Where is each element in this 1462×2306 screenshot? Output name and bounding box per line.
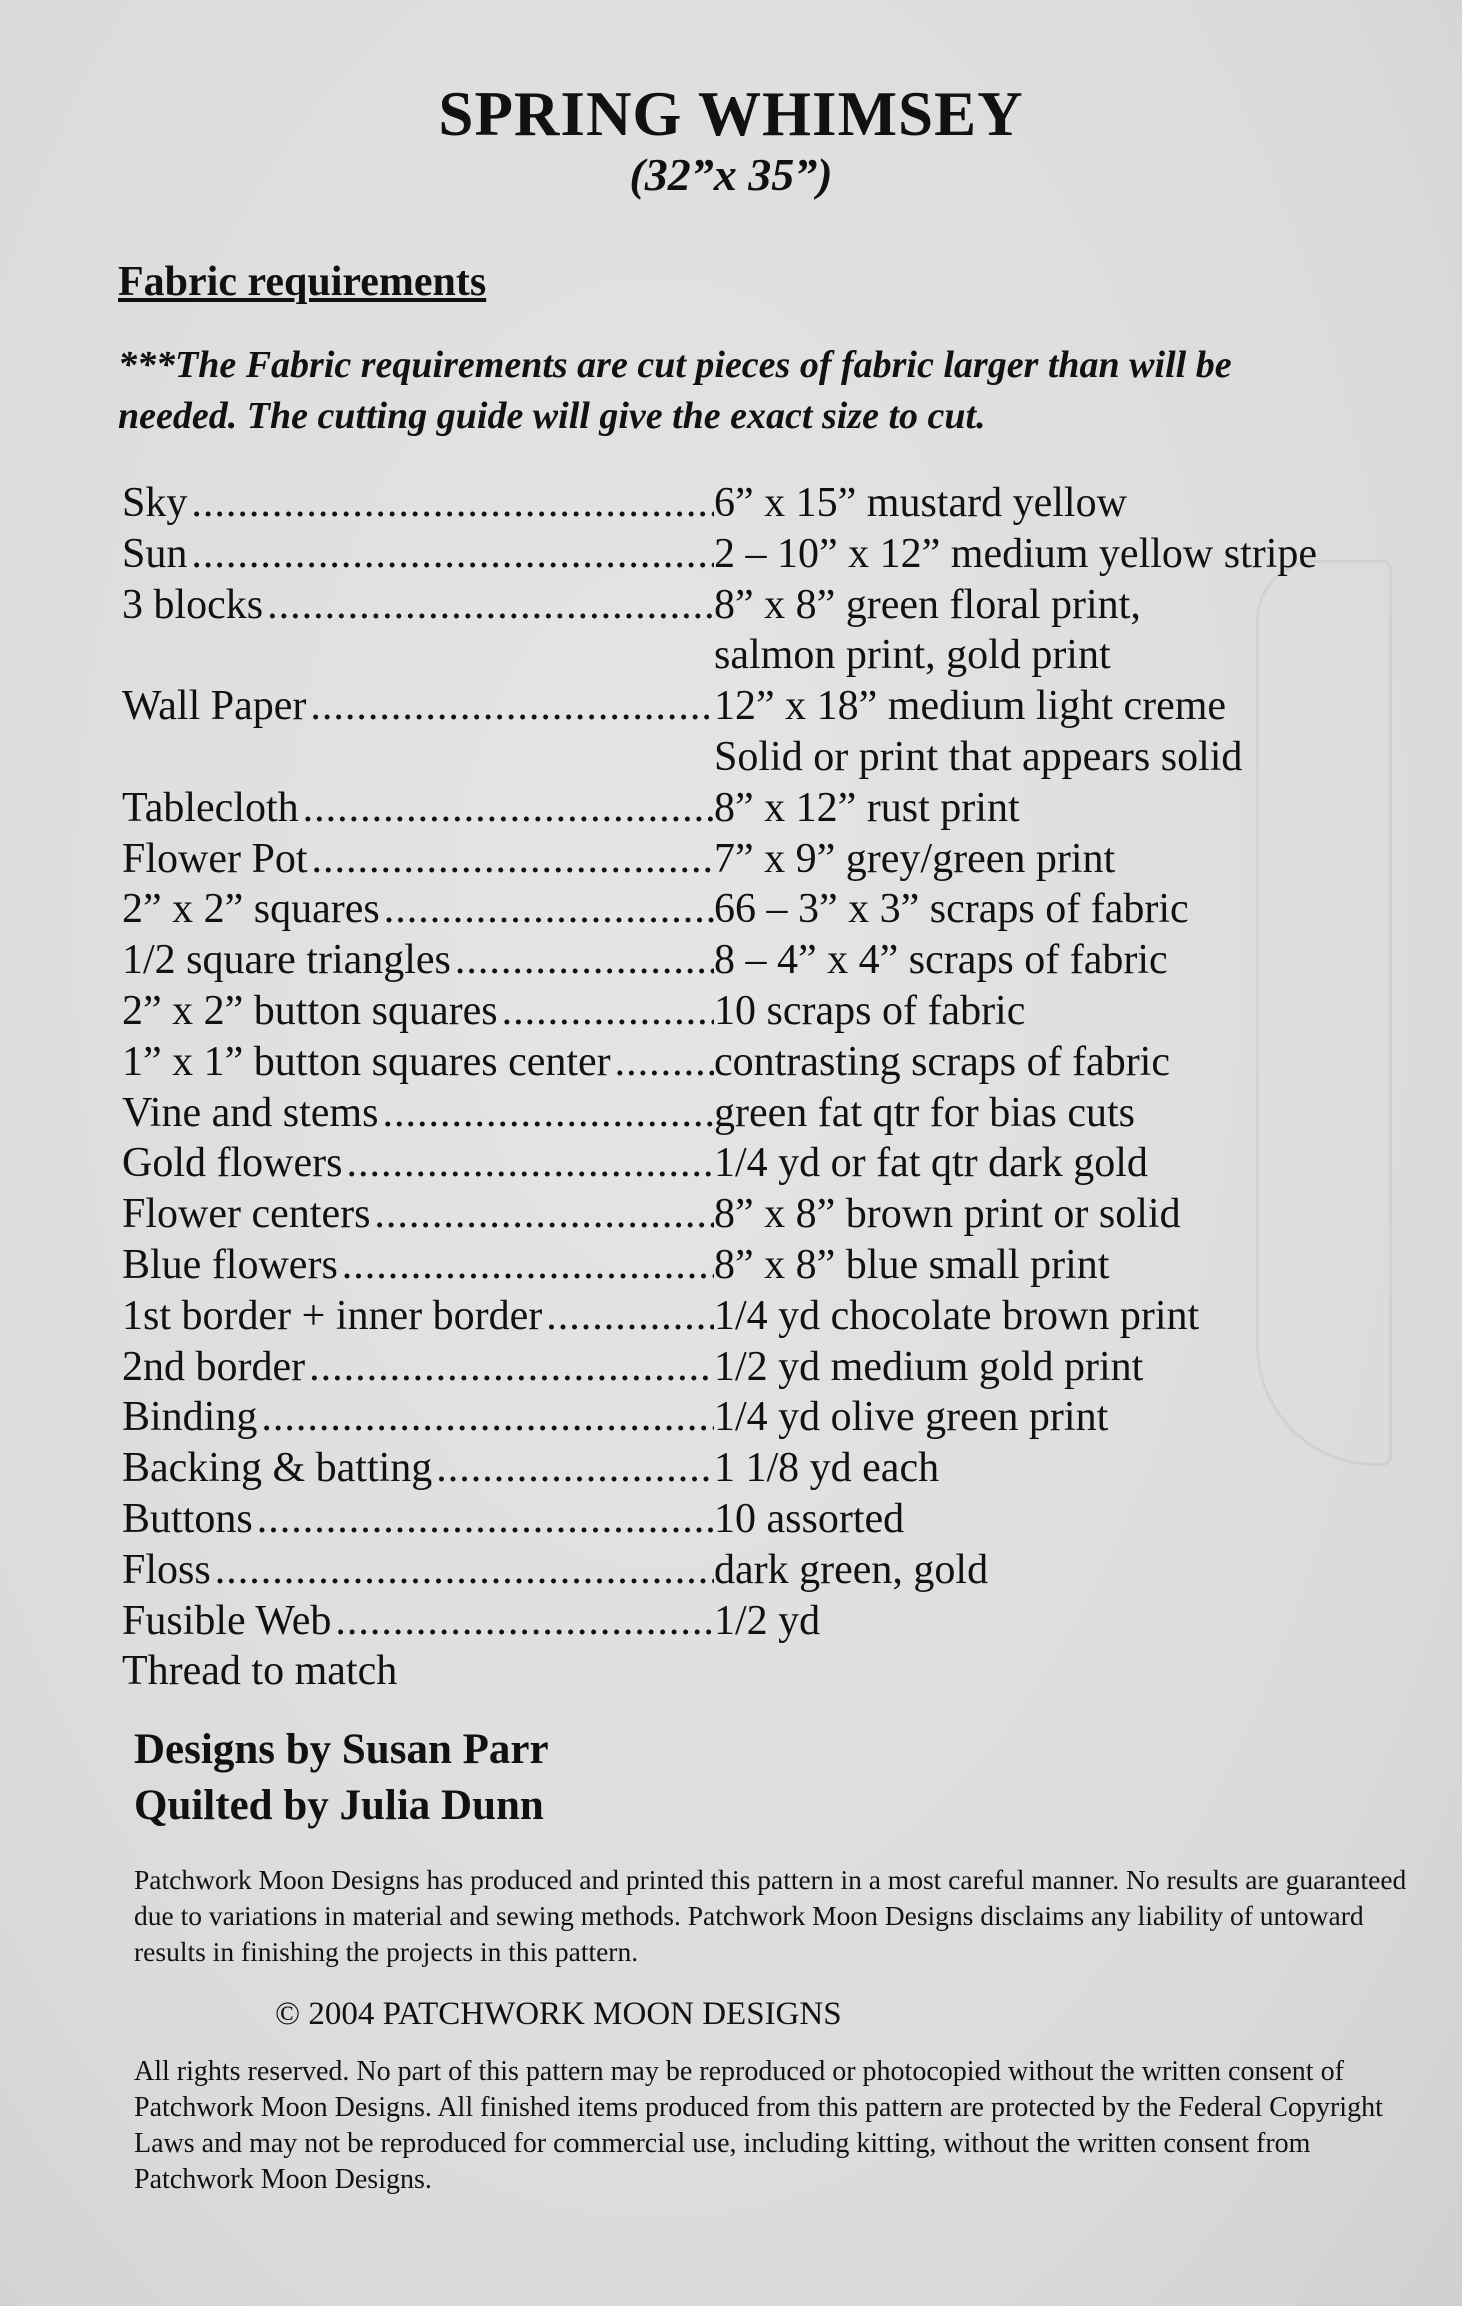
fabric-item-label: Gold flowers xyxy=(122,1140,343,1187)
fabric-requirements-heading: Fabric requirements xyxy=(118,259,487,305)
fabric-item-label-cell xyxy=(122,1189,714,1240)
fabric-row xyxy=(122,1037,1382,1088)
pattern-size: (32”x 35”) xyxy=(629,149,833,200)
fabric-row xyxy=(122,529,1382,580)
fabric-item-label-cell xyxy=(122,1494,714,1545)
fabric-item-label: Tablecloth xyxy=(122,784,299,831)
fabric-item-label-cell xyxy=(122,1138,714,1189)
fabric-item-value: 10 scraps of fabric xyxy=(714,987,1026,1034)
fabric-item-label-cell xyxy=(122,1545,714,1596)
fabric-item-label: 2” x 2” button squares xyxy=(122,987,498,1034)
fabric-item-label-cell xyxy=(122,478,714,529)
fabric-item-label: 1” x 1” button squares center xyxy=(122,1038,611,1085)
fabric-item-label-cell xyxy=(122,986,714,1037)
fabric-item-value: 1/4 yd or fat qtr dark gold xyxy=(714,1140,1148,1187)
fabric-row xyxy=(122,1291,1382,1342)
fabric-row xyxy=(122,681,1382,732)
rights-reserved-text: All rights reserved. No part of this pattern may be reproduced or photocopied without the written consent of Patchwork Moon Designs. All finished items produced from this pattern are protected by the Federal Copyright Laws and may not be reproduced for commercial use, including kitting, without the written consent from Patchwork Moon Designs. xyxy=(134,2056,1383,2195)
fabric-item-label: Fusible Web xyxy=(122,1597,332,1644)
disclaimer-text: Patchwork Moon Designs has produced and printed this pattern in a most careful manner. No results are guaranteed due to variations in material and sewing methods. Patchwork Moon Designs disclaims any liability of untoward results in finishing the projects in this pattern. xyxy=(134,1864,1407,1967)
fabric-item-label: Vine and stems xyxy=(122,1089,379,1136)
fabric-row xyxy=(122,1189,1382,1240)
fabric-item-value: 10 assorted xyxy=(714,1495,905,1542)
fabric-item-value: 66 – 3” x 3” scraps of fabric xyxy=(714,886,1189,933)
fabric-row xyxy=(122,1088,1382,1139)
fabric-item-label-cell xyxy=(122,1088,714,1139)
fabric-item-label-cell xyxy=(122,580,714,631)
pattern-title: SPRING WHIMSEY xyxy=(438,79,1024,149)
fabric-item-value: 2 – 10” x 12” medium yellow stripe xyxy=(714,530,1318,577)
fabric-item-value: 1 1/8 yd each xyxy=(714,1445,940,1492)
fabric-item-value: 8 – 4” x 4” scraps of fabric xyxy=(714,937,1168,984)
quilter-credit: Quilted by Julia Dunn xyxy=(134,1782,544,1829)
fabric-item-label: Flower centers xyxy=(122,1191,371,1238)
fabric-item-label-cell xyxy=(122,1037,714,1088)
fabric-item-label: 2nd border xyxy=(122,1343,306,1390)
copyright-line: © 2004 PATCHWORK MOON DESIGNS xyxy=(275,1996,842,2032)
fabric-item-label-cell xyxy=(122,1646,401,1697)
fabric-row xyxy=(122,1138,1382,1189)
fabric-item-label: Wall Paper xyxy=(122,683,307,730)
fabric-item-value: contrasting scraps of fabric xyxy=(714,1038,1170,1085)
fabric-item-label-cell xyxy=(122,884,714,935)
fabric-row xyxy=(122,1392,1382,1443)
fabric-row xyxy=(122,884,1382,935)
fabric-item-value: 6” x 15” mustard yellow xyxy=(714,480,1127,526)
fabric-item-label: Backing & batting xyxy=(122,1445,433,1492)
fabric-row xyxy=(122,783,1382,834)
fabric-item-label-cell xyxy=(122,1392,714,1443)
fabric-item-value: 12” x 18” medium light creme xyxy=(714,683,1227,730)
fabric-item-label: Floss xyxy=(122,1546,211,1593)
fabric-row xyxy=(122,580,1382,631)
fabric-item-label: Buttons xyxy=(122,1495,253,1542)
fabric-row xyxy=(122,1596,1382,1647)
fabric-item-value: 1/2 yd xyxy=(714,1597,821,1644)
fabric-item-label: Thread to match xyxy=(122,1648,398,1695)
fabric-item-label: 1/2 square triangles xyxy=(122,937,451,984)
fabric-row xyxy=(122,834,1382,885)
fabric-row xyxy=(122,1545,1382,1596)
fabric-item-value: 8” x 12” rust print xyxy=(714,784,1020,831)
fabric-item-label-cell xyxy=(122,1240,714,1291)
fabric-item-label-cell xyxy=(122,1342,714,1393)
fabric-item-label: Sun xyxy=(122,530,188,577)
fabric-item-label-cell xyxy=(122,681,714,732)
fabric-item-label-cell xyxy=(122,834,714,885)
fabric-row xyxy=(122,478,1382,529)
fabric-row xyxy=(122,1342,1382,1393)
fabric-row xyxy=(122,986,1382,1037)
fabric-item-label: Sky xyxy=(122,480,188,526)
fabric-row xyxy=(122,630,1382,681)
fabric-item-value: Solid or print that appears solid xyxy=(714,733,1243,780)
fabric-item-label: Blue flowers xyxy=(122,1241,338,1288)
fabric-row xyxy=(122,935,1382,986)
fabric-item-value: green fat qtr for bias cuts xyxy=(714,1089,1136,1136)
fabric-item-label-cell xyxy=(122,1443,714,1494)
fabric-row xyxy=(122,732,1382,783)
fabric-item-label-cell xyxy=(122,783,714,834)
fabric-row xyxy=(122,1240,1382,1291)
fabric-item-value: 8” x 8” green floral print, xyxy=(714,581,1141,628)
fabric-item-value: 8” x 8” brown print or solid xyxy=(714,1191,1181,1238)
fabric-item-label-cell xyxy=(122,1596,714,1647)
fabric-item-value: dark green, gold xyxy=(714,1546,989,1593)
fabric-row xyxy=(122,1494,1382,1545)
fabric-item-label-cell xyxy=(122,529,714,580)
credits xyxy=(134,1722,549,1834)
fabric-item-label: 3 blocks xyxy=(122,581,264,628)
designer-credit: Designs by Susan Parr xyxy=(134,1726,549,1773)
fabric-item-label: 2” x 2” squares xyxy=(122,886,380,933)
fabric-item-label-cell xyxy=(122,1291,714,1342)
fabric-item-value: 1/4 yd olive green print xyxy=(714,1394,1109,1441)
fabric-item-label-cell xyxy=(122,935,714,986)
fabric-note: ***The Fabric requirements are cut pieces of fabric larger than will be needed. The cutting guide will give the exact size to cut. xyxy=(118,344,1232,437)
fabric-item-value: 1/4 yd chocolate brown print xyxy=(714,1292,1200,1339)
fabric-item-value: 7” x 9” grey/green print xyxy=(714,835,1116,882)
fabric-item-label: Flower Pot xyxy=(122,835,308,882)
fabric-item-label: 1st border + inner border xyxy=(122,1292,543,1339)
fabric-requirements-list xyxy=(122,478,1382,1697)
fabric-item-value: 1/2 yd medium gold print xyxy=(714,1343,1144,1390)
fabric-item-label: Binding xyxy=(122,1394,258,1441)
fabric-row xyxy=(122,1443,1382,1494)
fabric-item-value: salmon print, gold print xyxy=(714,632,1111,679)
fabric-item-value: 8” x 8” blue small print xyxy=(714,1241,1110,1288)
fabric-row xyxy=(122,1646,1382,1697)
